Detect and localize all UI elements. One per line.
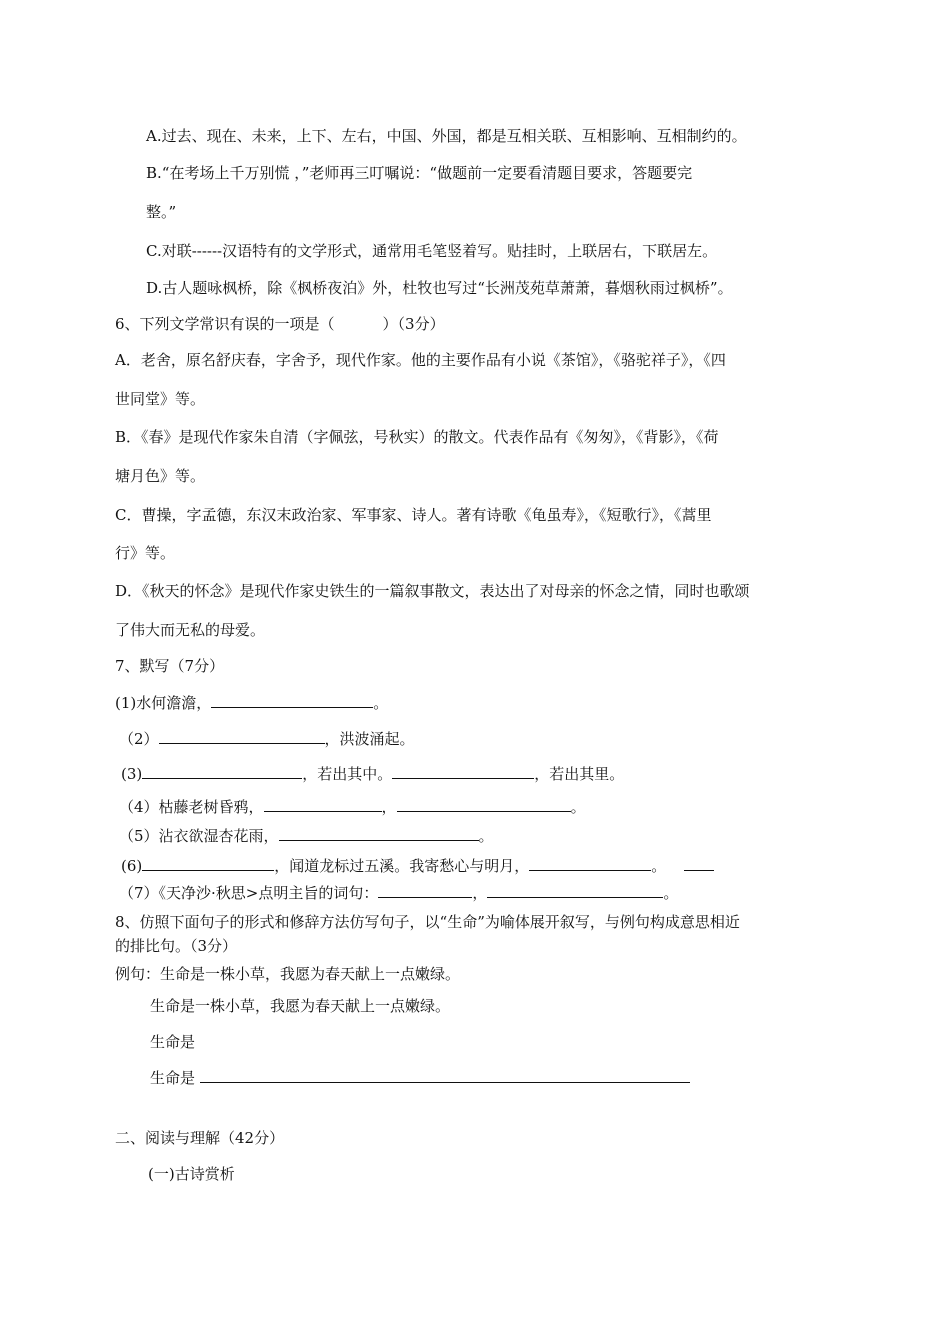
q7-item-1-text: (1)水何澹澹， xyxy=(115,694,212,712)
q6-option-b-line1: B．《春》是现代作家朱自清（字佩弦，号秋实）的散文。代表作品有《匆匆》，《背影》，《荷 xyxy=(115,428,719,446)
q7-item-7-end: 。 xyxy=(663,884,679,902)
fill-blank[interactable] xyxy=(159,729,325,744)
q7-item-2-num: （2） xyxy=(119,730,159,748)
fill-blank[interactable] xyxy=(487,883,663,898)
q6-option-d-line2: 了伟大而无私的母爱。 xyxy=(115,621,266,639)
q6-stem-text: 6、下列文学常识有误的一项是（ xyxy=(115,315,335,333)
q7-item-1-end: 。 xyxy=(373,694,389,712)
fill-blank[interactable] xyxy=(264,797,382,812)
q8-stem-line1: 8、仿照下面句子的形式和修辞方法仿写句子，以“生命”为喻体展开叙写，与例句构成意思相近 xyxy=(115,913,740,931)
q7-title: 7、默写（7分） xyxy=(115,657,225,675)
q7-item-5-text: （5）沾衣欲湿杏花雨， xyxy=(119,827,279,845)
q7-item-2-text: ，洪波涌起。 xyxy=(324,730,415,748)
q7-item-3-text-b: ，若出其里。 xyxy=(534,765,625,783)
q6-stem-score: ）（3分） xyxy=(382,315,445,333)
q5-option-b-line2: 整。” xyxy=(146,203,177,221)
section-2-title: 二、阅读与理解（42分） xyxy=(115,1129,285,1147)
fill-blank[interactable] xyxy=(142,764,302,779)
fill-blank[interactable] xyxy=(529,856,651,871)
q8-example-repeat: 生命是一株小草，我愿为春天献上一点嫩绿。 xyxy=(150,997,451,1015)
q5-option-c: C.对联------汉语特有的文学形式，通常用毛笔竖着写。贴挂时，上联居右，下联居左。 xyxy=(146,242,718,260)
q6-option-d-line1: D．《秋天的怀念》是现代作家史铁生的一篇叙事散文，表达出了对母亲的怀念之情，同时也歌颂 xyxy=(115,582,750,600)
q7-item-5-end: 。 xyxy=(478,827,494,845)
q8-answer-line-2 xyxy=(150,1068,690,1088)
q6-option-c-line2: 行》等。 xyxy=(115,544,176,562)
q5-option-a: A.过去、现在、未来，上下、左右，中国、外国，都是互相关联、互相影响、互相制约的。 xyxy=(146,127,747,145)
q7-item-4 xyxy=(119,797,586,817)
section-2-subtitle: (一)古诗赏析 xyxy=(148,1165,235,1183)
q7-item-4-text: （4）枯藤老树昏鸦， xyxy=(119,798,264,816)
q8-answer-prompt: 生命是 xyxy=(150,1069,200,1087)
q8-stem-line2: 的排比句。（3分） xyxy=(115,937,238,955)
q7-item-5 xyxy=(119,826,494,846)
q5-option-d: D.古人题咏枫桥，除《枫桥夜泊》外，杜牧也写过“长洲茂苑草萧萧，暮烟秋雨过枫桥”。 xyxy=(146,279,733,297)
fill-blank[interactable] xyxy=(211,693,373,708)
fill-blank[interactable] xyxy=(200,1068,690,1083)
q7-item-7-sep: ， xyxy=(472,884,488,902)
fill-blank[interactable] xyxy=(378,883,472,898)
q7-item-2 xyxy=(119,729,415,749)
q6-option-c-line1: C．曹操，字孟德，东汉末政治家、军事家、诗人。著有诗歌《龟虽寿》，《短歌行》，《蒿里 xyxy=(115,506,712,524)
q7-item-6 xyxy=(121,856,714,876)
q7-item-3 xyxy=(121,764,624,784)
q6-option-a-line1: A．老舍，原名舒庆春，字舍予，现代作家。他的主要作品有小说《茶馆》，《骆驼祥子》，《四 xyxy=(115,351,726,369)
q7-item-6-text: ，闻道龙标过五溪。我寄愁心与明月， xyxy=(274,857,530,875)
q6-stem xyxy=(115,314,445,334)
q7-item-7-text: （7）《天净沙·秋思>点明主旨的词句： xyxy=(119,884,379,902)
q6-option-a-line2: 世同堂》等。 xyxy=(115,390,206,408)
q7-item-1 xyxy=(115,693,388,713)
fill-blank[interactable] xyxy=(392,764,534,779)
fill-blank[interactable] xyxy=(142,856,274,871)
fill-blank[interactable] xyxy=(279,826,479,841)
q7-item-7 xyxy=(119,883,678,903)
q7-item-4-sep: ， xyxy=(381,798,397,816)
q8-answer-line-1: 生命是 xyxy=(150,1033,196,1051)
q7-item-3-text-a: ，若出其中。 xyxy=(302,765,393,783)
fill-blank[interactable] xyxy=(684,856,714,871)
q7-item-4-end: 。 xyxy=(570,798,586,816)
q7-item-3-num: (3) xyxy=(121,765,143,783)
q5-option-b-line1: B.“在考场上千万别慌 ，”老师再三叮嘱说：“做题前一定要看清题目要求，答题要完 xyxy=(146,164,693,182)
q7-item-6-num: (6) xyxy=(121,857,143,875)
q8-example: 例句：生命是一株小草，我愿为春天献上一点嫩绿。 xyxy=(115,965,461,983)
fill-blank[interactable] xyxy=(397,797,571,812)
q6-option-b-line2: 塘月色》等。 xyxy=(115,467,206,485)
q7-item-6-end: 。 xyxy=(651,857,667,875)
